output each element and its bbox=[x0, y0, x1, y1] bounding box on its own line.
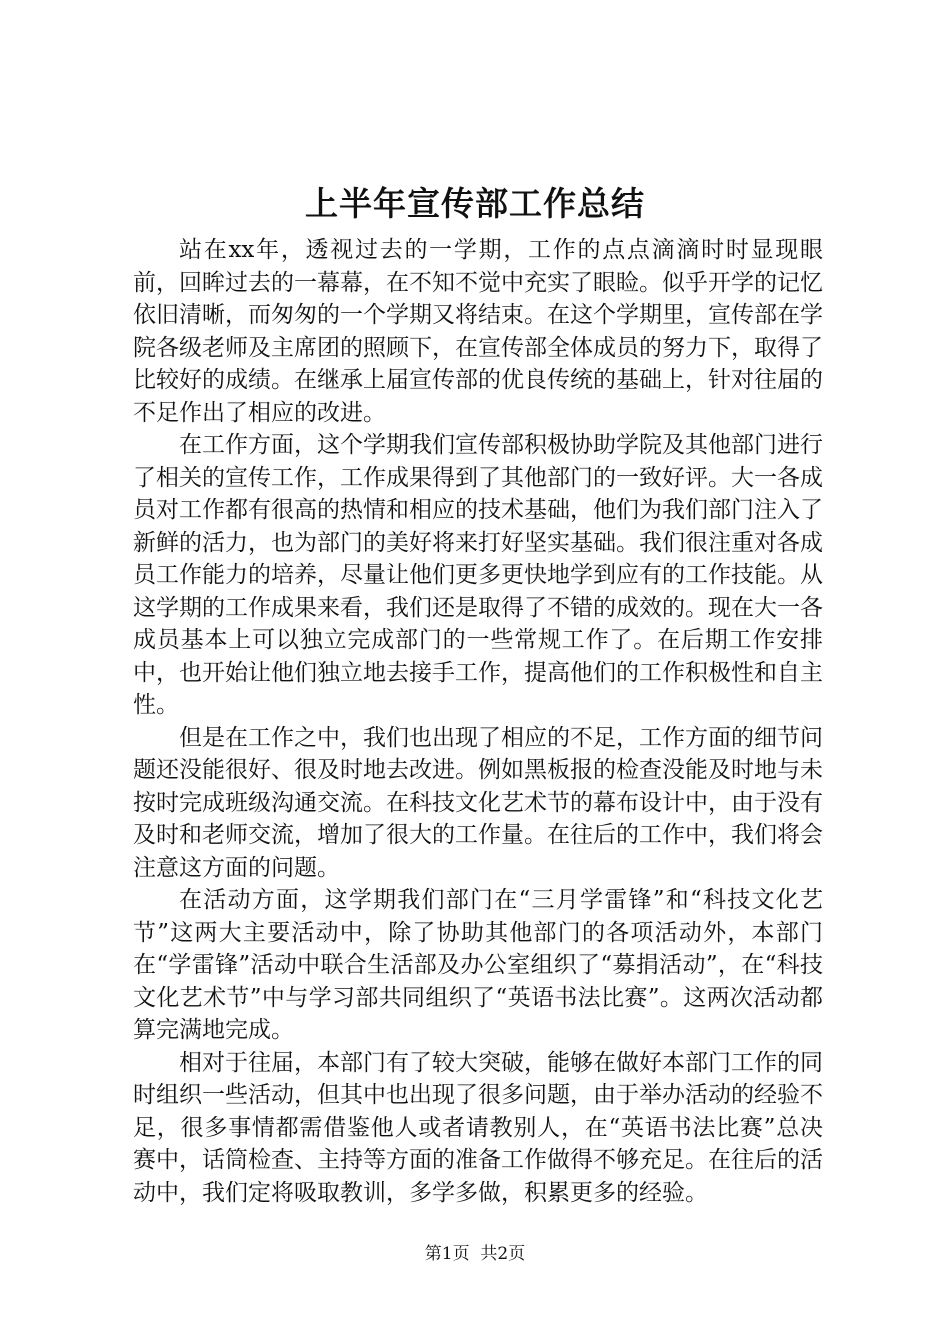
page-number: 第1页 bbox=[424, 1244, 470, 1264]
paragraph-intro: 站在xx年，透视过去的一学期，工作的点点滴滴时时显现眼前，回眸过去的一幕幕，在不知不觉中充实了眼睑。似乎开学的记忆依旧清晰，而匆匆的一个学期又将结束。在这个学期里，宣传部在学院各级老师及主席团的照顾下，在宣传部全体成员的努力下，取得了比较好的成绩。在继承上届宣传部的优良传统的基础上，针对往届的不足作出了相应的改进。 bbox=[133, 237, 823, 426]
page-footer bbox=[0, 1242, 950, 1266]
paragraph-shortcomings: 但是在工作之中，我们也出现了相应的不足，工作方面的细节问题还没能很好、很及时地去改进。例如黑板报的检查没能及时地与未按时完成班级沟通交流。在科技文化艺术节的幕布设计中，由于没有及时和老师交流，增加了很大的工作量。在往后的工作中，我们将会注意这方面的问题。 bbox=[133, 724, 823, 881]
page-total: 共2页 bbox=[480, 1244, 526, 1264]
document-body bbox=[133, 234, 823, 1209]
paragraph-comparison: 相对于往届，本部门有了较大突破，能够在做好本部门工作的同时组织一些活动，但其中也出现了很多问题，由于举办活动的经验不足，很多事情都需借鉴他人或者请教别人，在“英语书法比赛”总决赛中，话筒检查、主持等方面的准备工作做得不够充足。在往后的活动中，我们定将吸取教训，多学多做，积累更多的经验。 bbox=[133, 1049, 823, 1206]
paragraph-activities: 在活动方面，这学期我们部门在“三月学雷锋”和“科技文化艺节”这两大主要活动中，除了协助其他部门的各项活动外，本部门在“学雷锋”活动中联合生活部及办公室组织了“募捐活动”，在“科技文化艺术节”中与学习部共同组织了“英语书法比赛”。这两次活动都算完满地完成。 bbox=[133, 887, 823, 1043]
document-title: 上半年宣传部工作总结 bbox=[305, 184, 645, 223]
paragraph-work: 在工作方面，这个学期我们宣传部积极协助学院及其他部门进行了相关的宣传工作，工作成果得到了其他部门的一致好评。大一各成员对工作都有很高的热情和相应的技术基础，他们为我们部门注入了新鲜的活力，也为部门的美好将来打好坚实基础。我们很注重对各成员工作能力的培养，尽量让他们更多更快地学到应有的工作技能。从这学期的工作成果来看，我们还是取得了不错的成效的。现在大一各成员基本上可以独立完成部门的一些常规工作了。在后期工作安排中，也开始让他们独立地去接手工作，提高他们的工作积极性和自主性。 bbox=[133, 432, 823, 718]
